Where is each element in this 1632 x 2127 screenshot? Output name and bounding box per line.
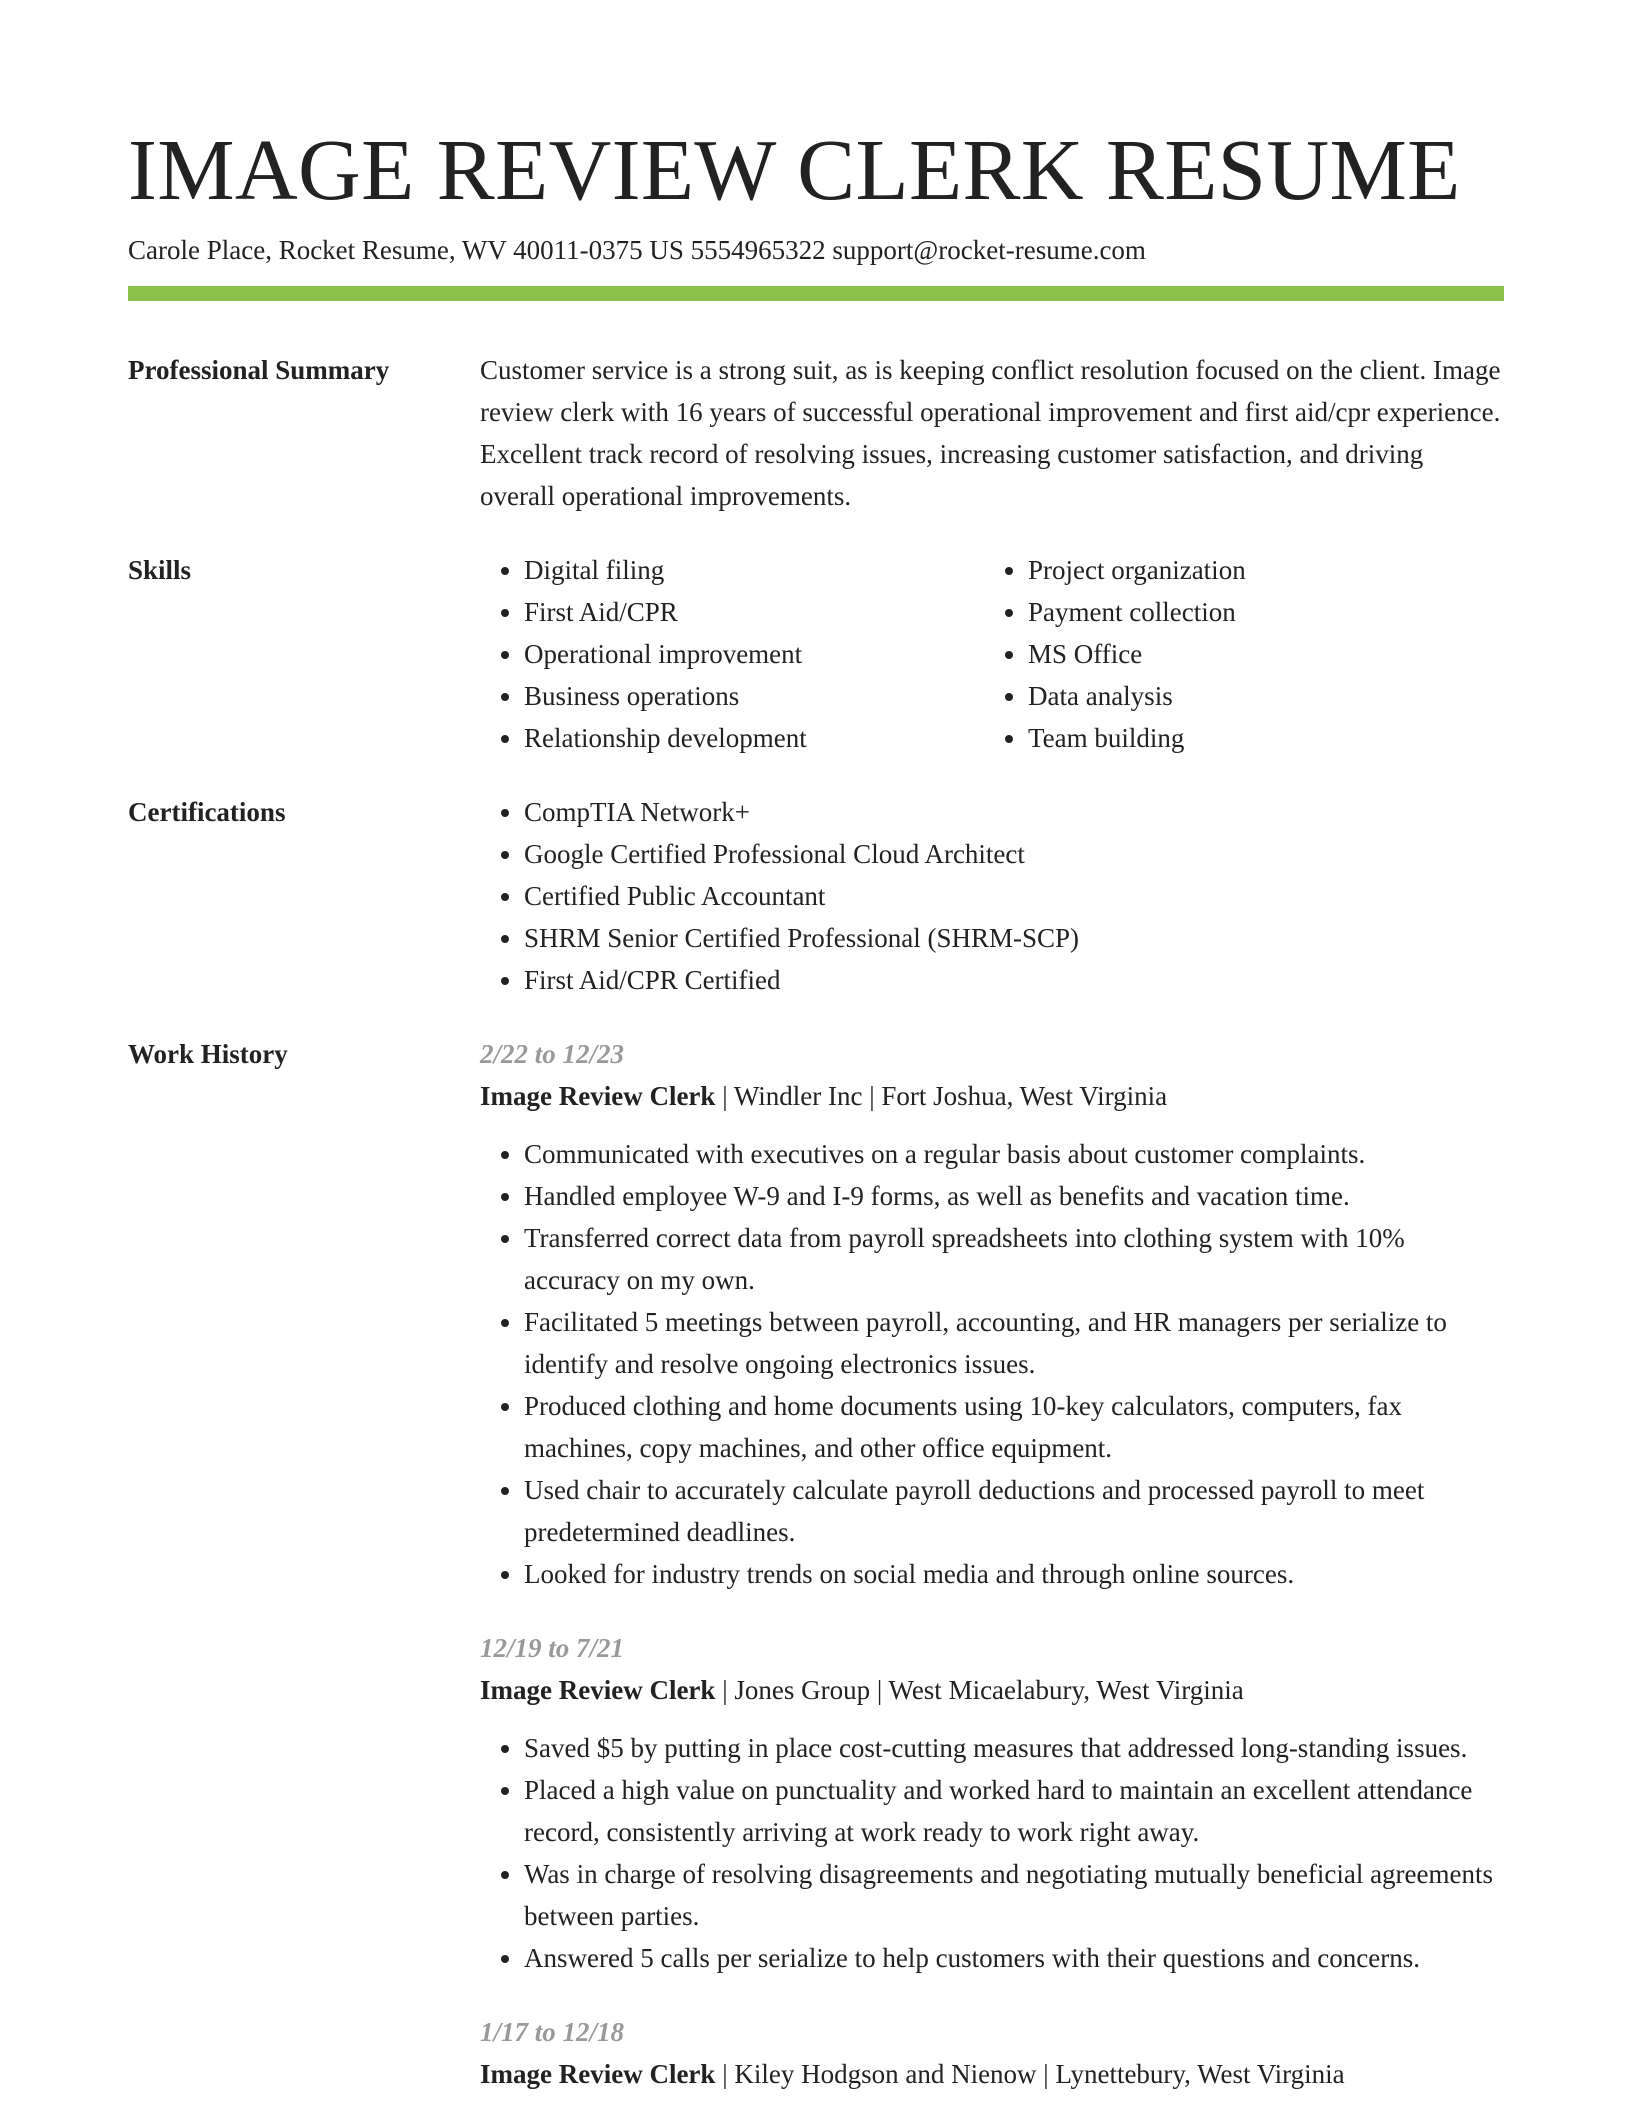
section-content [480,1033,1504,2127]
certification-item: • SHRM Senior Certified Professional (SHRM-SCP) [524,917,1504,959]
certifications-list [480,791,1504,1001]
skills-columns [480,549,1504,759]
job-bullet: • Looked for industry trends on social media and through online sources. [524,1553,1504,1595]
section-label: Skills [128,555,192,585]
certification-item: • CompTIA Network+ [524,791,1504,833]
skills-column-left [480,549,984,759]
job-bullet: • Was in charge of resolving disagreements and negotiating mutually beneficial agreements between parties. [524,1853,1504,1937]
job-bullet: • Saved $5 by putting in place cost-cutting measures that addressed long-standing issues. [524,1727,1504,1769]
skill-item: • Relationship development [524,717,984,759]
skill-item: • Operational improvement [524,633,984,675]
certification-item: • First Aid/CPR Certified [524,959,1504,1001]
certification-item: • Certified Public Accountant [524,875,1504,917]
job-details: | Windler Inc | Fort Joshua, West Virginia [715,1081,1168,1111]
section-content [480,791,1504,1001]
section-work-history [128,1033,1504,2127]
job-dates: 12/19 to 7/21 [480,1633,625,1663]
certification-item: • Google Certified Professional Cloud Architect [524,833,1504,875]
section-label: Professional Summary [128,355,390,385]
accent-divider [128,286,1504,301]
section-skills [128,549,1504,759]
job-title: Image Review Clerk [480,1081,716,1111]
section-professional-summary [128,349,1504,517]
skill-item: • Payment collection [1028,591,1488,633]
job-heading [480,1075,1504,1117]
job-heading [480,1669,1504,1711]
summary-text: Customer service is a strong suit, as is keeping conflict resolution focused on the client. Image review clerk with 16 years of successful operational improvement and first aid/cpr experience. Excellent track record of resolving issues, increasing customer satisfaction, and driving overall operational improvements. [480,355,1501,511]
skill-item: • Team building [1028,717,1488,759]
job-bullet: • Facilitated 5 meetings between payroll, accounting, and HR managers per serialize to identify and resolve ongoing electronics issues. [524,1301,1504,1385]
section-certifications [128,791,1504,1001]
job-dates: 2/22 to 12/23 [480,1039,625,1069]
resume-body [128,349,1504,2127]
job-bullet: • Used chair to accurately calculate payroll deductions and processed payroll to meet predetermined deadlines. [524,1469,1504,1553]
job-title: Image Review Clerk [480,2059,716,2089]
job-entry [480,2011,1504,2095]
job-bullet: • Transferred correct data from payroll spreadsheets into clothing system with 10% accuracy on my own. [524,1217,1504,1301]
job-entry [480,1627,1504,1979]
section-content [480,349,1504,517]
job-bullet: • Communicated with executives on a regular basis about customer complaints. [524,1133,1504,1175]
skill-item: • Business operations [524,675,984,717]
job-dates: 1/17 to 12/18 [480,2017,625,2047]
skill-item: • Project organization [1028,549,1488,591]
skills-list-left [480,549,984,759]
job-details: | Jones Group | West Micaelabury, West Virginia [715,1675,1244,1705]
job-bullet: • Answered 5 calls per serialize to help customers with their questions and concerns. [524,1937,1504,1979]
job-bullet: • Produced clothing and home documents using 10-key calculators, computers, fax machines, copy machines, and other office equipment. [524,1385,1504,1469]
skill-item: • First Aid/CPR [524,591,984,633]
skill-item: • Data analysis [1028,675,1488,717]
section-label: Work History [128,1039,288,1069]
skills-list-right [984,549,1488,759]
job-heading [480,2053,1504,2095]
skill-item: • Digital filing [524,549,984,591]
job-bullet: • Handled employee W-9 and I-9 forms, as well as benefits and vacation time. [524,1175,1504,1217]
job-bullet: • Placed a high value on punctuality and worked hard to maintain an excellent attendance record, consistently arriving at work ready to work right away. [524,1769,1504,1853]
contact-line: Carole Place, Rocket Resume, WV 40011-0375 US 5554965322 support@rocket-resume.com [128,235,1146,265]
job-entry [480,1033,1504,1595]
job-details: | Kiley Hodgson and Nienow | Lynettebury, West Virginia [715,2059,1345,2089]
job-title: Image Review Clerk [480,1675,716,1705]
section-label: Certifications [128,797,286,827]
skill-item: • MS Office [1028,633,1488,675]
job-bullets [480,1727,1504,1979]
job-bullets [480,1133,1504,1595]
skills-column-right [984,549,1488,759]
resume-title: IMAGE REVIEW CLERK RESUME [128,121,1461,218]
